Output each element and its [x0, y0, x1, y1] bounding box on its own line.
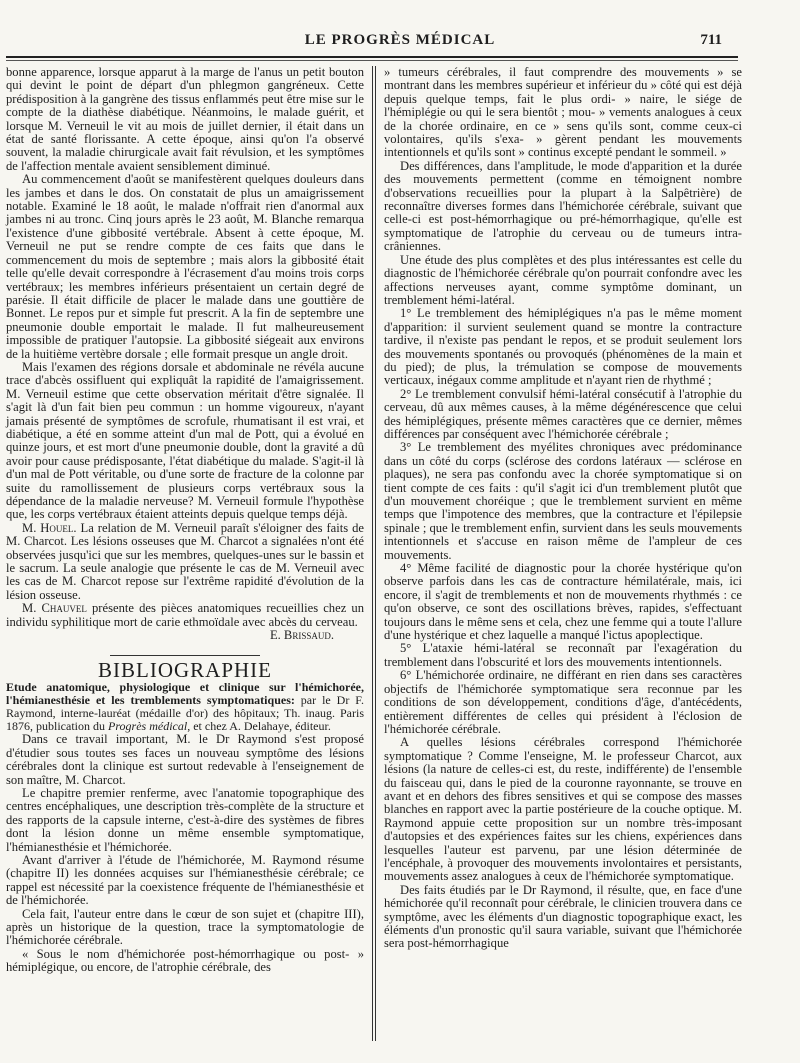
- reference-text: par le Dr F. Raymond, interne-lauréat (médaille d'or) des hôpitaux; Th. inaug. Paris 1876, publication du: [6, 693, 364, 734]
- quotation: » tumeurs cérébrales, il faut comprendre des mouvements » se montrant dans les membres supérieur et inférieur du » côté qui est déjà depuis quelque temps, fait le plus ordi- » naire, le siége de l'hémiplégie ou qui le sera bientôt ; mou- » vements analogues à ceux de la chorée ordinaire, en ce » sens qu'ils sont, comme ceux-ci volontaires, qu'ils s'exa- » gèrent pendant les mouvements intentionnels et qu'ils sont » continus excepté pendant le sommeil. »: [384, 65, 742, 160]
- paragraph: A quelles lésions cérébrales correspond l'hémichorée symptomatique ? Comme l'enseigne, M. le professeur Charcot, aux lésions (la nature de celles-ci est, du reste, indifférente) de l'ensemble du faisceau qui, dans le pied de la couronne rayonnante, se trouve en avant et en dehors des fibres sensitives et qui se compose des masses blanches en rapport avec la partie postérieure de la couche optique. M. Raymond appuie cette proposition sur un nombre très-imposant d'autopsies et des expériences faites sur les chiens, expériences dans lesquelles l'auteur est parvenu, par une lésion déterminée de l'encéphale, à provoquer des mouvements involontaires et persistants, mouvements assez analogues à ceux de l'hémichorée symptomatique.: [384, 735, 742, 884]
- left-column: [6, 66, 364, 975]
- page-header: [0, 32, 800, 54]
- right-column: [384, 66, 742, 951]
- paragraph: Cela fait, l'auteur entre dans le cœur de son sujet et (chapitre III), après un historique de la question, trace la symptomatologie de l'hémichorée cérébrale.: [6, 906, 364, 948]
- paragraph-text: présente des pièces anatomiques recueillies chez un individu syphilitique mort de carie ethmoïdale avec abcès du cerveau.: [6, 601, 365, 629]
- header-rule-thin: [6, 60, 738, 61]
- paragraph: 4° Même facilité de diagnostic pour la chorée hystérique qu'on observe parfois dans les cas de contracture hémilatérale, mais, ici encore, il s'agit de tremblements et non de mouvements rhythmés : ce qu'on observe, ce sont des oscillations brèves, rapides, s'effectuant toujours dans le même sens et cela, chez une femme qui a toute l'allure d'une hystérique et chez laquelle a manqué l'ictus apoplectique.: [384, 561, 742, 643]
- paragraph: 1° Le tremblement des hémiplégiques n'a pas le même moment d'apparition: il survient seulement quand se montre la contracture tardive, il n'existe pas pendant le repos, et se produit seulement lors des mouvements spontanés ou provoqués (phénomènes de la main et du pied); de plus, la trémulation se compose de mouvements verticaux, inégaux comme amplitude et n'ayant rien de rhythmé ;: [384, 306, 742, 388]
- paragraph: Des faits étudiés par le Dr Raymond, il résulte, que, en face d'une hémichorée qu'il reconnaît pour cérébrale, le clinicien trouvera dans ce symptôme, avec les éléments d'un diagnostic topographique exact, les éléments d'un pronostic qu'il saura variable, suivant que l'hémichorée sera post-hémorrhagique: [384, 882, 742, 951]
- paragraph: Mais l'examen des régions dorsale et abdominale ne révéla aucune trace d'abcès ossifluent qui expliquât la rapidité de l'amaigrissement. M. Verneuil estime que cette observation méritait d'être signalée. Il s'agit là d'un fait bien peu commun : un homme vigoureux, n'ayant jamais présenté de symptômes de scrofule, rhumatisant il est vrai, et diabétique, a été en somme atteint d'un mal de Pott, qui a évolué en quinze jours, et est mort d'une pneumonie double, dont la gravité a dû avoir pour cause prédisposante, l'état diabétique du malade. S'agit-il là d'un mal de Pott véritable, ou d'une sorte de fracture de la colonne par suite du ramollissement de plusieurs corps vertébraux sous la dépendance de la maladie nerveuse? M. Verneuil formule l'hypothèse que, les corps vertébraux étaient atteints depuis quelque temps déjà.: [6, 359, 364, 522]
- paragraph: « Sous le nom d'hémichorée post-hémorrhagique ou post- » hémiplégique, ou encore, de l'atrophie cérébrale, des: [6, 946, 364, 975]
- paragraph-text: La relation de M. Verneuil paraît s'éloigner des faits de M. Charcot. Les lésions osseuses que M. Charcot a signalées n'ont été observées jusqu'ici que sur les membres, quelques-unes sur le bassin et le sacrum. La seule analogie que présente le cas de M. Verneuil avec les cas de M. Charcot repose sur l'extrême rapidité d'évolution de la lésion osseuse.: [6, 520, 364, 602]
- paragraph: Le chapitre premier renferme, avec l'anatomie topographique des centres encéphaliques, une description très-complète de la structure et des rapports de la capsule interne, c'est-à-dire des systèmes de fibres dont la lésion donne un même ensemble symptomatique, l'hémianesthésie et l'hémichorée.: [6, 785, 364, 854]
- journal-name: Progrès médical: [108, 719, 188, 734]
- paragraph: Dans ce travail important, M. le Dr Raymond s'est proposé d'étudier sous toutes ses faces un nouveau symptôme des lésions cérébrales dont la clinique est surtout redevable à l'enseignement de son maître, M. Charcot.: [6, 732, 364, 787]
- speaker-name: M. Houel.: [22, 520, 77, 535]
- paragraph: Une étude des plus complètes et des plus intéressantes est celle du diagnostic de l'hémichorée cérébrale qu'on pourrait confondre avec les affections nerveuses ayant, comme symptôme dominant, un tremblement hémi-latéral.: [384, 252, 742, 307]
- paragraph: Au commencement d'août se manifestèrent quelques douleurs dans les jambes et dans le dos. On constatait de plus un amaigrissement notable. Examiné le 18 août, le malade n'offrait rien d'anormal aux jambes ni au tronc. Cinq jours après le 23 août, M. Blanche remarqua l'existence d'une gibbosité vertébrale. Absent à cette époque, M. Verneuil ne put se rendre compte de ces faits que dans le commencement du mois de septembre ; mais alors la gibbosité était telle qu'elle devait correspondre à l'écrasement d'au moins trois corps vertébraux; les membres inférieurs présentaient un certain degré de parésie. Il était difficile de placer le malade dans une gouttière de Bonnet. Le repos pur et simple fut prescrit. A la fin de septembre une pneumonie double emportait le malade. Il fut malheureusement impossible de pratiquer l'autopsie. La gibbosité siégeait aux environs de la huitième vertèbre dorsale ; elle formait presque un angle droit.: [6, 172, 364, 361]
- page-number: 711: [700, 32, 722, 48]
- column-divider: [372, 66, 373, 1041]
- speaker-name: M. Chauvel: [22, 601, 87, 616]
- signature: E. Brissaud.: [269, 628, 334, 643]
- header-rule: [6, 56, 738, 58]
- paragraph: 5° L'ataxie hémi-latéral se reconnaît par l'exagération du tremblement dans l'obscurité et lors des mouvements intentionnels.: [384, 641, 742, 669]
- section-heading: BIBLIOGRAPHIE: [98, 657, 272, 682]
- reference-text: , et chez A. Delahaye, éditeur.: [187, 719, 331, 734]
- paragraph: [6, 602, 364, 629]
- paragraph: 3° Le tremblement des myélites chroniques avec prédominance dans un côté du corps (sclérose des cordons latéraux — sclérose en plaques), ne sera pas confondu avec la chorée symptomatique si on tient compte de ces faits : qu'il s'agit ici d'un tremblement plutôt que d'un mouvement choréique ; que le tremblement survient en même temps que l'impotence des membres, que la contracture et l'épilepsie spinale ; que le tremblement enfin, survient dans les seuls mouvements intentionnels et s'accuse en raison même de l'ampleur de ces mouvements.: [384, 440, 742, 562]
- bibliography-reference: [6, 681, 364, 733]
- paragraph: Avant d'arriver à l'étude de l'hémichorée, M. Raymond résume (chapitre II) les données acquises sur l'hémianesthésie cérébrale; ce rappel est nécessité par la coexistence fréquente de l'hémianesthésie et de l'hémichorée.: [6, 852, 364, 908]
- book-title: Etude anatomique, physiologique et clinique sur l'hémichorée, l'hémianesthésie et les tremblements symptomatiques:: [6, 680, 364, 708]
- paragraph: [6, 522, 364, 602]
- paragraph: 6° L'hémichorée ordinaire, ne différant en rien dans ses caractères objectifs de l'hémichorée symptomatique sera reconnue par les conditions de son développement, conditions d'âge, d'antécédents, entièrement différentes de celles qui président à l'éclosion de l'hémichorée cérébrale.: [384, 668, 742, 736]
- paragraph: bonne apparence, lorsque apparut à la marge de l'anus un petit bouton qui devint le point de départ d'un phlegmon gangréneux. Cette prédisposition à la gangrène des tissus enflammés peut être mise sur le compte de la diathèse diabétique. Néanmoins, le malade guérit, et lorsque M. Verneuil le vit au mois de juillet dernier, il était dans un état de santé florissante. A cette époque, ainsi qu'on l'a observé souvent, la maladie chirurgicale avait fait révulsion, et les symptômes de l'affection mentale avaient sensiblement diminué.: [6, 65, 364, 173]
- column-divider: [375, 66, 376, 1041]
- paragraph: 2° Le tremblement convulsif hémi-latéral consécutif à l'atrophie du cerveau, dû aux mêmes causes, à la même dégénérescence que celui des hémiplégiques, présente mêmes caractères que ce dernier, mêmes différences par conséquent avec l'hémichorée cérébrale ;: [384, 386, 742, 441]
- journal-title: LE PROGRÈS MÉDICAL: [304, 32, 496, 48]
- paragraph: Des différences, dans l'amplitude, le mode d'apparition et la durée des mouvements permettent (comme en témoignent nombre d'observations recueillies pour la plupart à la Salpêtrière) de reconnaître diverses formes dans l'hémichorée cérébrale, suivant que celle-ci est post-hémorrhagique ou pré-hémorrhagique, qu'elle est symptomatique de l'atrophie du cerveau ou de tumeurs intra-crâniennes.: [384, 158, 742, 254]
